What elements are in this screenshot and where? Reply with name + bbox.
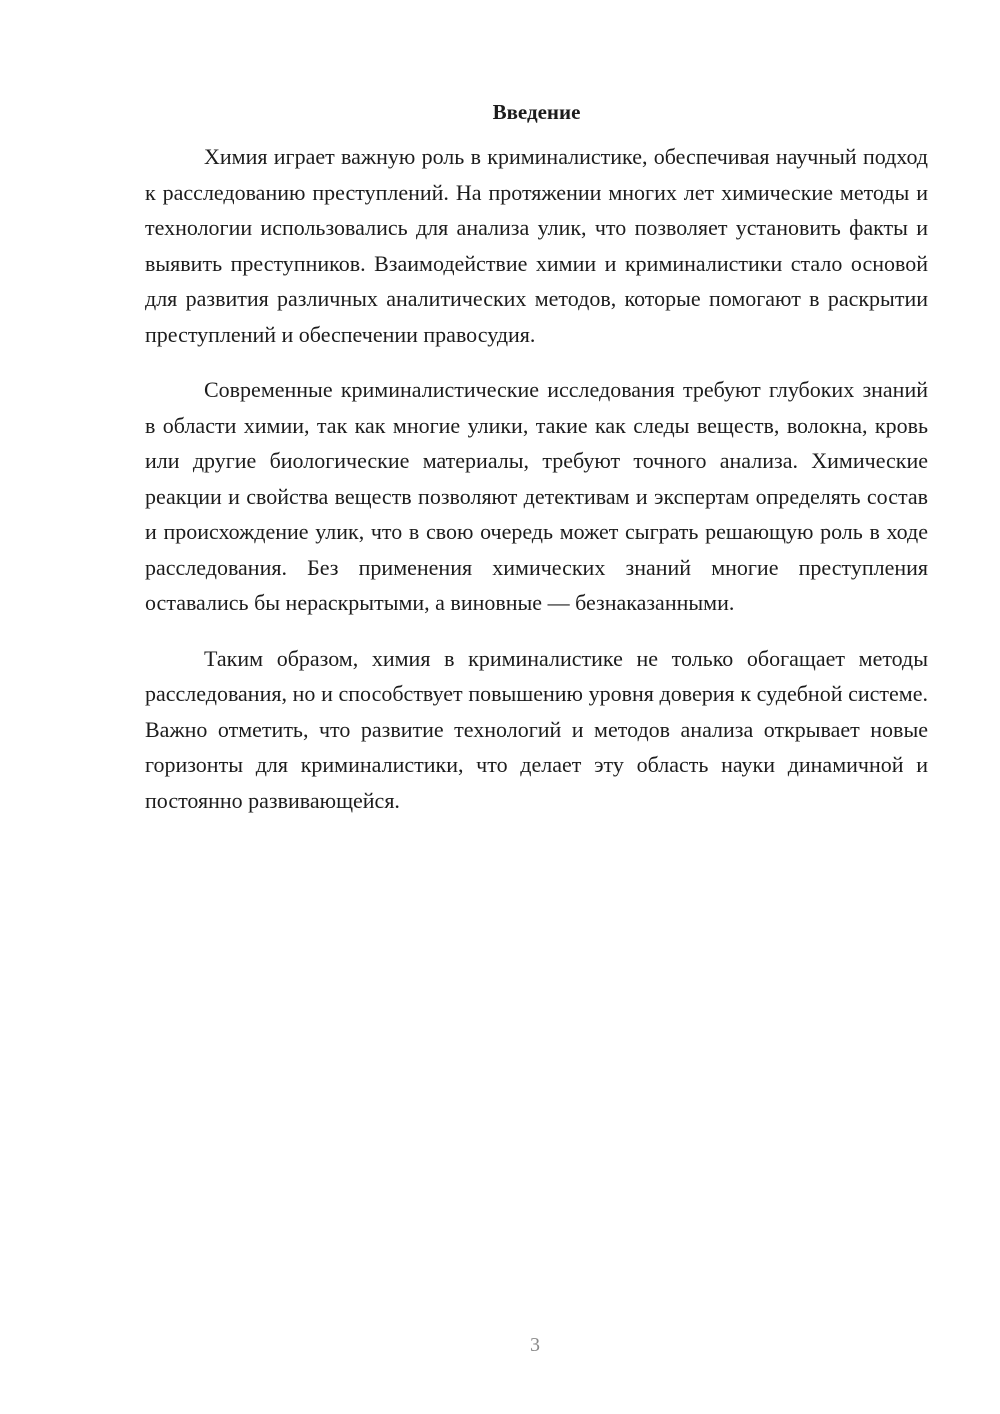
paragraph-2: Современные криминалистические исследования требуют глубоких знаний в области химии, так как многие улики, такие как следы веществ, волокна, кровь или другие биологические материалы, требуют точного анализа. Химические реакции и свойства веществ позволяют детективам и экспертам определять состав и происхождение улик, что в свою очередь может сыграть решающую роль в ходе расследования. Без применения химических знаний многие преступления оставались бы нераскрытыми, а виновные — безнаказанными. — [145, 377, 928, 615]
page-number: 3 — [530, 1334, 540, 1356]
paragraph-1: Химия играет важную роль в криминалистике, обеспечивая научный подход к расследованию преступлений. На протяжении многих лет химические методы и технологии использовались для анализа улик, что позволяет установить факты и выявить преступников. Взаимодействие химии и криминалистики стало основой для развития различных аналитических методов, которые помогают в раскрытии преступлений и обеспечении правосудия. — [145, 144, 928, 347]
section-heading: Введение — [492, 100, 581, 124]
paragraph-3: Таким образом, химия в криминалистике не только обогащает методы расследования, но и способствует повышению уровня доверия к судебной системе. Важно отметить, что развитие технологий и методов анализа открывает новые горизонты для криминалистики, что делает эту область науки динамичной и постоянно развивающейся. — [145, 645, 928, 813]
page-content — [145, 95, 928, 838]
